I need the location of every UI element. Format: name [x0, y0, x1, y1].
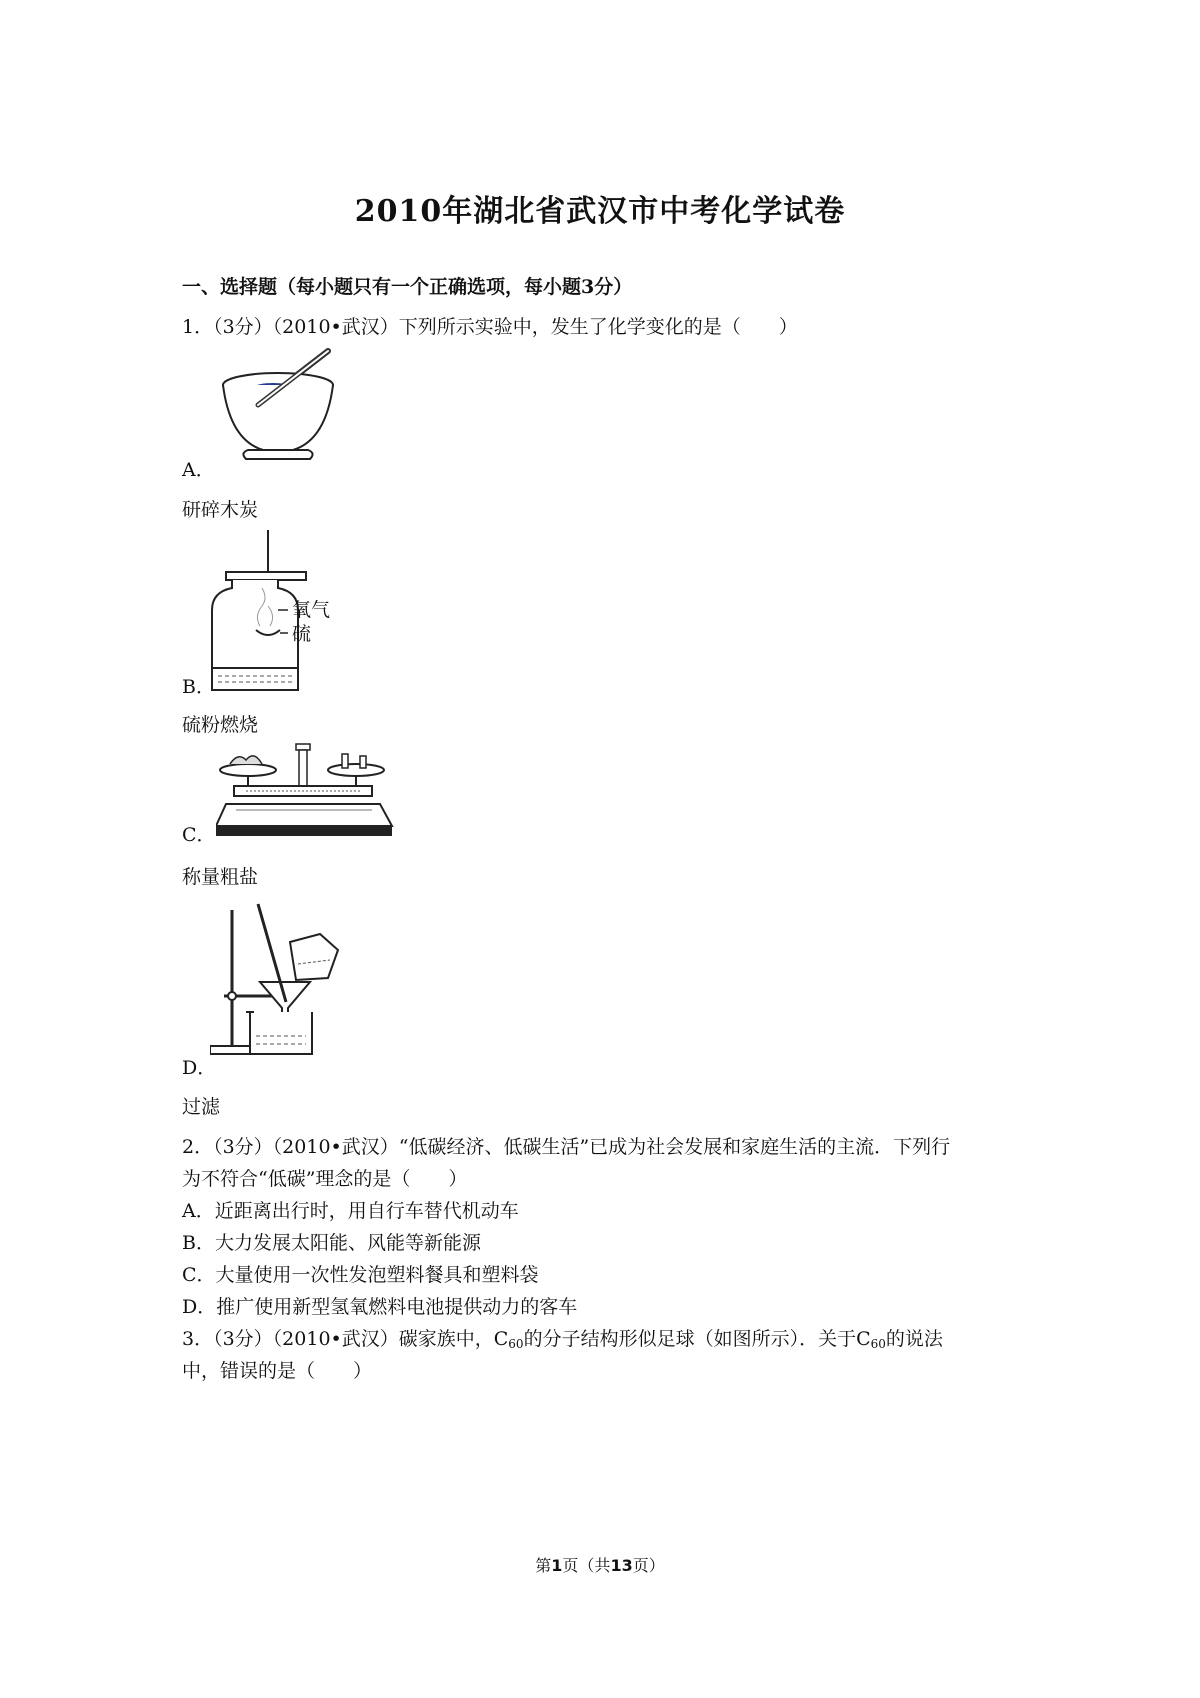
option-d-letter: D．: [182, 1057, 217, 1079]
question-1-stem: 1．（3分）（2010•武汉）下列所示实验中，发生了化学变化的是（ ）: [182, 316, 798, 338]
option-c-letter: C．: [182, 824, 216, 846]
oxygen-label: 氧气: [292, 599, 331, 621]
question-2-option-a: A．近距离出行时，用自行车替代机动车: [182, 1200, 519, 1222]
question-3-stem-line2: 中，错误的是（ ）: [182, 1360, 373, 1382]
option-b-letter: B．: [182, 676, 215, 698]
gas-jar-burning-icon: [210, 530, 350, 692]
sulfur-label: 硫: [292, 623, 312, 645]
question-3-stem-line1: [182, 1324, 943, 1351]
section-heading: 一、选择题（每小题只有一个正确选项，每小题3分）: [182, 276, 633, 298]
option-b-caption: 硫粉燃烧: [182, 714, 259, 736]
page-footer: [0, 1553, 1200, 1576]
footer-suffix: 页）: [632, 1556, 665, 1575]
question-2-option-b: B．大力发展太阳能、风能等新能源: [182, 1232, 481, 1254]
balance-scale-icon: [216, 742, 396, 842]
page-title: 2010年湖北省武汉市中考化学试卷: [354, 194, 846, 229]
question-3-text-part3: 的说法: [885, 1328, 943, 1350]
question-2-stem-line2: 为不符合“低碳”理念的是（ ）: [182, 1168, 468, 1190]
question-2-option-d: D．推广使用新型氢氧燃料电池提供动力的客车: [182, 1296, 578, 1318]
footer-middle: 页（共: [562, 1556, 611, 1575]
question-2-stem-line1: 2．（3分）（2010•武汉）“低碳经济、低碳生活”已成为社会发展和家庭生活的主流．下列行: [182, 1136, 951, 1158]
footer-page-number: 1: [551, 1556, 563, 1575]
option-a-letter: A．: [182, 459, 215, 481]
filtration-apparatus-icon: [210, 898, 360, 1056]
option-d-caption: 过滤: [182, 1096, 221, 1118]
footer-prefix: 第: [535, 1556, 552, 1575]
footer-total-pages: 13: [610, 1556, 633, 1575]
question-3-text-part2: 的分子结构形似足球（如图所示）．关于C: [523, 1328, 871, 1350]
option-c-caption: 称量粗盐: [182, 866, 259, 888]
question-2-option-c: C．大量使用一次性发泡塑料餐具和塑料袋: [182, 1264, 539, 1286]
mortar-pestle-icon: [218, 345, 338, 467]
c60-subscript-2: 60: [870, 1337, 886, 1351]
option-a-caption: 研碎木炭: [182, 499, 259, 521]
question-3-text-part1: 3．（3分）（2010•武汉）碳家族中，C: [182, 1328, 509, 1350]
c60-subscript-1: 60: [508, 1337, 524, 1351]
